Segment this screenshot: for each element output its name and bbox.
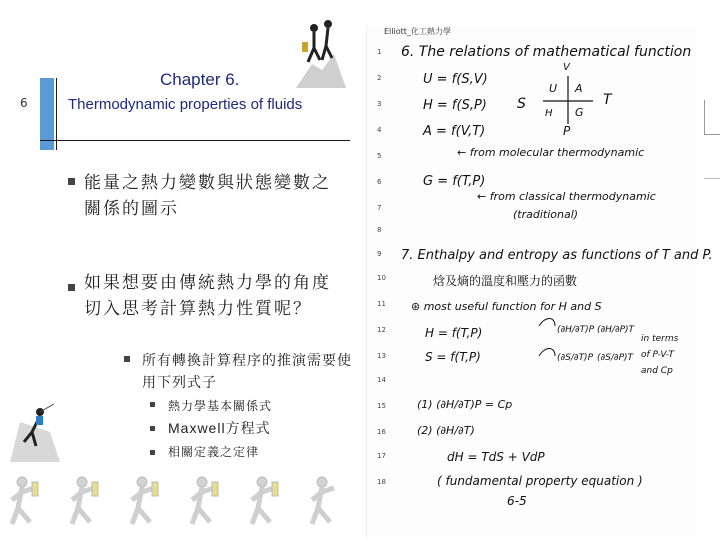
- note-equation: G = f(T,P): [423, 174, 486, 189]
- partial-derivatives-sketch: [535, 316, 645, 376]
- note-equation: A = f(V,T): [423, 124, 486, 139]
- note-text: 焓及熵的溫度和壓力的函數: [433, 274, 578, 288]
- bullet-marker: [68, 284, 75, 291]
- sub-sub-bullet-marker: [150, 426, 155, 431]
- note-text: (traditional): [513, 208, 579, 221]
- sub-sub-bullet-2: Maxwell方程式: [168, 420, 271, 436]
- sub-bullet: 所有轉換計算程序的推演需要使用下列式子: [142, 353, 352, 391]
- square-label: V: [563, 62, 570, 73]
- page-number: 6-5: [507, 494, 527, 508]
- note-equation: S = f(T,P): [425, 350, 481, 364]
- square-label: T: [603, 92, 612, 108]
- line-number: 2: [377, 74, 382, 82]
- svg-text:(∂S/∂P)T: (∂S/∂P)T: [597, 353, 633, 363]
- note-text: ⊛ most useful function for H and S: [411, 300, 602, 313]
- note-equation: (2) (∂H/∂T): [417, 424, 475, 437]
- svg-text:(∂S/∂T)P: (∂S/∂T)P: [557, 353, 593, 363]
- climbers-illustration: [292, 14, 348, 88]
- line-number: 15: [377, 402, 386, 410]
- line-number: 12: [377, 326, 386, 334]
- square-label: U: [549, 82, 558, 95]
- line-number: 1: [377, 48, 382, 56]
- note-equation: dH = TdS + VdP: [447, 450, 545, 464]
- note-text: and Cp: [641, 366, 673, 376]
- sub-sub-bullet-3: 相關定義之定律: [168, 445, 260, 459]
- square-label: G: [575, 106, 584, 119]
- note-equation: H = f(S,P): [423, 98, 487, 113]
- svg-text:(∂H/∂T)P: (∂H/∂T)P: [557, 325, 595, 335]
- square-label: A: [575, 82, 583, 95]
- line-number: 13: [377, 352, 386, 360]
- note-text: ← from molecular thermodynamic: [457, 146, 645, 159]
- note-equation: U = f(S,V): [423, 72, 488, 87]
- line-number: 7: [377, 204, 382, 212]
- note-text: ← from classical thermodynamic: [477, 190, 656, 203]
- line-number: 4: [377, 126, 382, 134]
- sub-sub-bullet-1: 熱力學基本關係式: [168, 399, 273, 413]
- line-number: 3: [377, 100, 382, 108]
- corner-mark: [704, 178, 720, 179]
- note-text: in terms: [641, 334, 679, 344]
- line-number: 5: [377, 152, 382, 160]
- title-underline: [40, 140, 350, 141]
- note-heading-6: 6. The relations of mathematical function: [401, 44, 692, 60]
- sub-sub-bullet-marker: [150, 402, 155, 407]
- line-number: 6: [377, 178, 382, 186]
- svg-text:(∂H/∂P)T: (∂H/∂P)T: [597, 325, 635, 335]
- bullet-1: 能量之熱力變數與狀態變數之關係的圖示: [84, 173, 331, 219]
- line-number: 8: [377, 226, 382, 234]
- note-heading-7: 7. Enthalpy and entropy as functions of T and P.: [401, 248, 713, 263]
- slide-title: Chapter 6.: [160, 70, 240, 89]
- note-equation: H = f(T,P): [425, 326, 483, 340]
- notebook-header: Elliott_化工熱力學: [384, 27, 451, 36]
- square-label: P: [563, 124, 571, 138]
- line-number: 10: [377, 274, 386, 282]
- line-number: 9: [377, 250, 382, 258]
- sub-sub-bullet-marker: [150, 450, 155, 455]
- line-number: 11: [377, 300, 386, 308]
- square-label: H: [545, 108, 553, 119]
- bullet-marker: [68, 178, 75, 185]
- notebook-page: [366, 26, 713, 538]
- bullet-2: 如果想要由傳統熱力學的角度切入思考計算熱力性質呢？: [84, 273, 331, 319]
- slide-number: 6: [20, 96, 28, 110]
- sub-bullet-marker: [124, 356, 130, 362]
- climber-illustration: [10, 402, 60, 462]
- note-equation: (1) (∂H/∂T)P = Cp: [417, 398, 513, 411]
- runners-illustration: [0, 470, 366, 540]
- slide-subtitle: Thermodynamic properties of fluids: [68, 96, 303, 113]
- thermo-square-diagram: [543, 76, 593, 126]
- note-text: ( fundamental property equation ): [437, 474, 643, 488]
- line-number: 18: [377, 478, 386, 486]
- corner-mark: [704, 100, 720, 135]
- square-label: S: [517, 96, 526, 112]
- line-number: 17: [377, 452, 386, 460]
- note-text: of P-V-T: [641, 350, 674, 360]
- line-number: 14: [377, 376, 386, 384]
- line-number: 16: [377, 428, 386, 436]
